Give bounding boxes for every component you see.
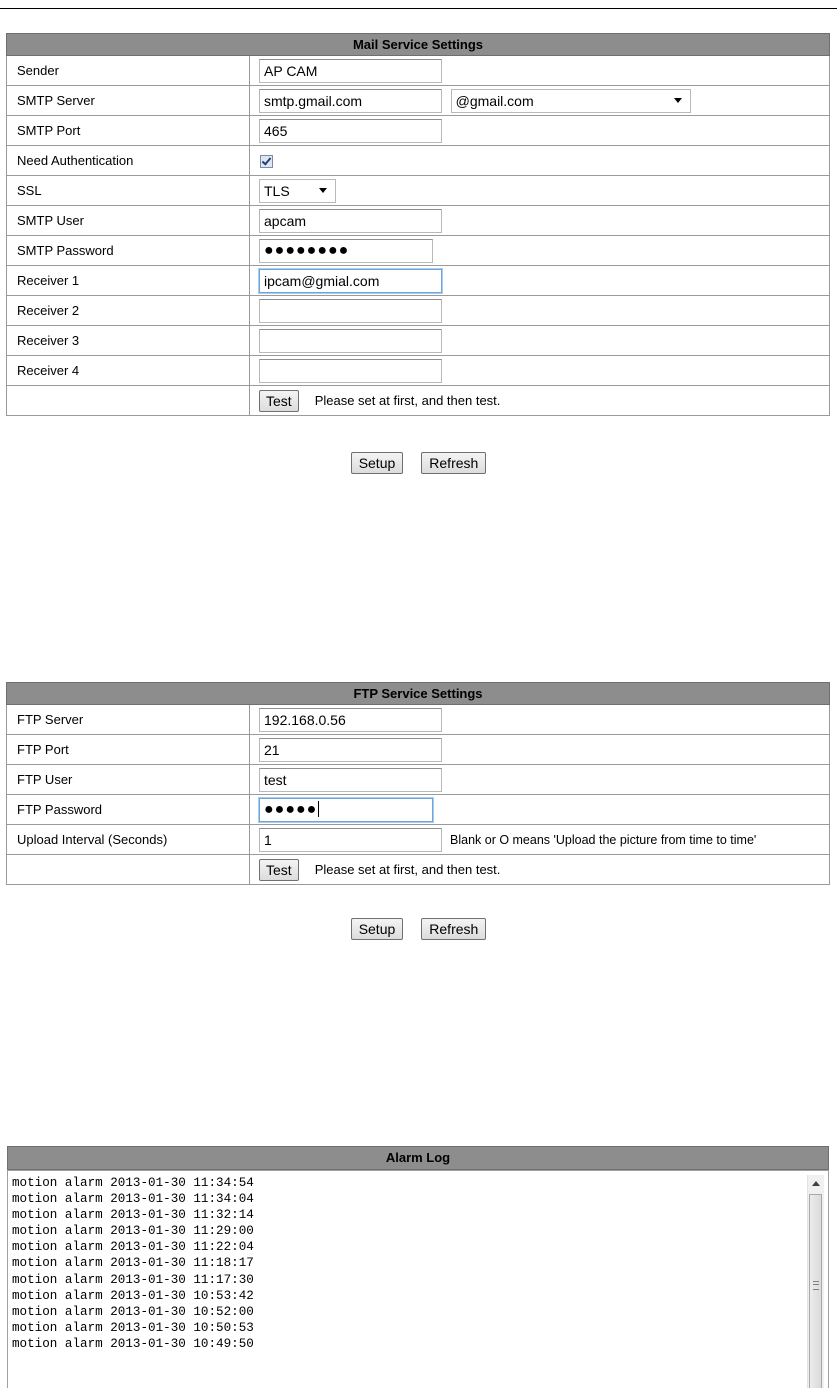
smtp-user-label: SMTP User: [7, 206, 250, 236]
alarm-log-entry: motion alarm 2013-01-30 10:50:53: [12, 1320, 254, 1335]
receiver1-label: Receiver 1: [7, 266, 250, 296]
receiver1-input[interactable]: ipcam@gmial.com: [259, 269, 442, 293]
smtp-password-label: SMTP Password: [7, 236, 250, 266]
sender-label: Sender: [7, 56, 250, 86]
ftp-user-input[interactable]: test: [259, 768, 442, 792]
ftp-settings-table: [6, 682, 830, 885]
ftp-password-input[interactable]: [259, 798, 433, 822]
scroll-up-arrow-icon[interactable]: [812, 1181, 820, 1186]
alarm-log-entry: motion alarm 2013-01-30 10:53:42: [12, 1288, 254, 1303]
alarm-log-scrollbar[interactable]: [807, 1175, 824, 1388]
ftp-settings-title: FTP Service Settings: [7, 683, 830, 705]
ftp-refresh-button[interactable]: Refresh: [421, 918, 486, 940]
ftp-test-button[interactable]: Test: [259, 859, 299, 881]
receiver4-input[interactable]: [259, 359, 442, 383]
receiver4-label: Receiver 4: [7, 356, 250, 386]
alarm-log-entry: motion alarm 2013-01-30 11:34:04: [12, 1192, 254, 1207]
sender-input[interactable]: AP CAM: [259, 59, 442, 83]
chevron-down-icon: [674, 98, 682, 103]
upload-interval-hint: Blank or O means 'Upload the picture from time to time': [450, 832, 757, 847]
alarm-log-entry: motion alarm 2013-01-30 11:18:17: [12, 1256, 254, 1271]
alarm-log-entry: motion alarm 2013-01-30 10:49:50: [12, 1336, 254, 1351]
ftp-server-input[interactable]: 192.168.0.56: [259, 708, 442, 732]
ssl-value: TLS: [264, 182, 290, 199]
ftp-port-input[interactable]: 21: [259, 738, 442, 762]
smtp-password-input[interactable]: ●●●●●●●●: [259, 239, 433, 263]
ftp-action-row: [0, 918, 837, 940]
ftp-port-label: FTP Port: [7, 735, 250, 765]
need-auth-label: Need Authentication: [7, 146, 250, 176]
mail-settings-table: [6, 33, 830, 416]
alarm-log-entry: motion alarm 2013-01-30 11:34:54: [12, 1176, 254, 1190]
smtp-domain-select[interactable]: [451, 89, 691, 113]
chevron-down-icon: [319, 188, 327, 193]
smtp-user-input[interactable]: apcam: [259, 209, 442, 233]
alarm-log-entry: motion alarm 2013-01-30 11:32:14: [12, 1208, 254, 1223]
mail-test-button[interactable]: Test: [259, 390, 299, 412]
mail-setup-button[interactable]: Setup: [351, 452, 404, 474]
ftp-user-label: FTP User: [7, 765, 250, 795]
smtp-server-label: SMTP Server: [7, 86, 250, 116]
alarm-log-entry: motion alarm 2013-01-30 11:29:00: [12, 1224, 254, 1239]
ftp-test-row-blank: [7, 855, 250, 885]
alarm-log-entry: motion alarm 2013-01-30 11:22:04: [12, 1240, 254, 1255]
mail-test-row-blank: [7, 386, 250, 416]
checkmark-icon: [262, 155, 272, 165]
receiver3-label: Receiver 3: [7, 326, 250, 356]
ftp-password-label: FTP Password: [7, 795, 250, 825]
alarm-log-textarea[interactable]: [7, 1170, 829, 1388]
scroll-thumb[interactable]: [809, 1194, 822, 1388]
text-caret: [318, 801, 319, 817]
need-auth-checkbox[interactable]: [260, 155, 273, 168]
ftp-test-hint: Please set at first, and then test.: [314, 862, 501, 877]
smtp-port-input[interactable]: 465: [259, 119, 442, 143]
grip-icon: [813, 1281, 819, 1290]
smtp-server-input[interactable]: smtp.gmail.com: [259, 89, 442, 113]
alarm-log-entry: motion alarm 2013-01-30 11:17:30: [12, 1272, 254, 1287]
mail-settings-title: Mail Service Settings: [7, 34, 830, 56]
mail-test-hint: Please set at first, and then test.: [314, 393, 501, 408]
mail-refresh-button[interactable]: Refresh: [421, 452, 486, 474]
upload-interval-label: Upload Interval (Seconds): [7, 825, 250, 855]
ftp-password-mask: ●●●●●: [264, 800, 318, 818]
receiver3-input[interactable]: [259, 329, 442, 353]
upload-interval-input[interactable]: 1: [259, 828, 442, 852]
ftp-setup-button[interactable]: Setup: [351, 918, 404, 940]
ftp-server-label: FTP Server: [7, 705, 250, 735]
top-rule: [0, 8, 837, 9]
receiver2-label: Receiver 2: [7, 296, 250, 326]
alarm-log-entry: motion alarm 2013-01-30 10:52:00: [12, 1304, 254, 1319]
mail-action-row: [0, 452, 837, 474]
ssl-label: SSL: [7, 176, 250, 206]
smtp-port-label: SMTP Port: [7, 116, 250, 146]
ssl-select[interactable]: [259, 179, 336, 203]
alarm-log-entries: [12, 1175, 254, 1352]
alarm-log-title: Alarm Log: [7, 1146, 829, 1170]
receiver2-input[interactable]: [259, 299, 442, 323]
smtp-domain-value: @gmail.com: [455, 92, 534, 109]
